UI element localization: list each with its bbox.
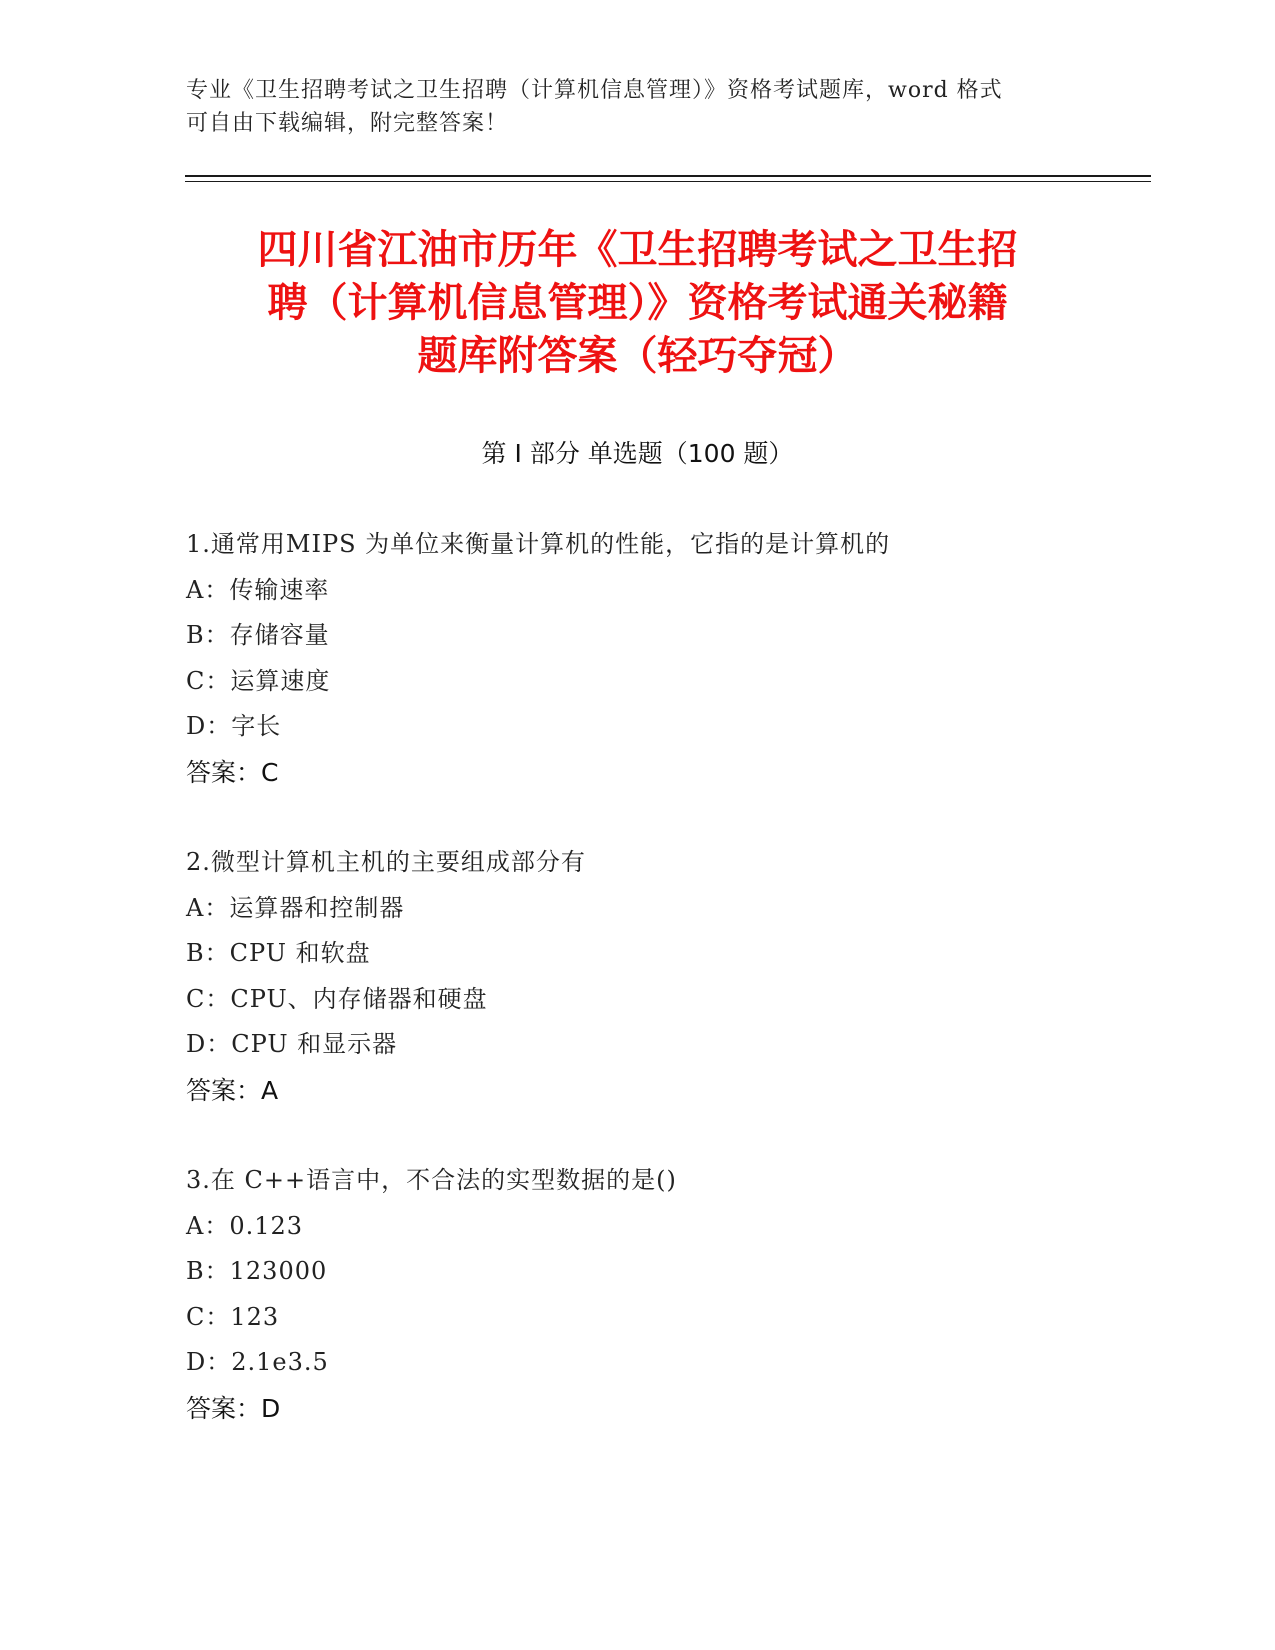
header-divider xyxy=(185,175,1151,177)
header-divider-thin xyxy=(185,181,1151,182)
option-d: D：CPU 和显示器 xyxy=(186,1030,398,1058)
option-b: B：123000 xyxy=(186,1257,328,1285)
answer-line: 答案：C xyxy=(186,757,279,787)
option-a: A：传输速率 xyxy=(186,575,330,604)
title-line: 题库附答案（轻巧夺冠） xyxy=(417,333,858,379)
header-note-line: 可自由下载编辑，附完整答案！ xyxy=(186,111,509,136)
question-item xyxy=(186,840,1086,1113)
header-note xyxy=(186,74,1086,140)
answer-line: 答案：A xyxy=(186,1075,279,1105)
option-b: B：CPU 和软盘 xyxy=(186,939,371,967)
document-title xyxy=(140,224,1135,383)
question-item xyxy=(186,1158,1086,1431)
option-a: A：运算器和控制器 xyxy=(186,893,405,922)
option-c: C：123 xyxy=(186,1302,280,1331)
header-note-line: 专业《卫生招聘考试之卫生招聘（计算机信息管理）》资格考试题库，word 格式 xyxy=(186,78,1003,103)
option-d: D：2.1e3.5 xyxy=(186,1348,329,1376)
title-line: 四川省江油市历年《卫生招聘考试之卫生招 xyxy=(257,227,1018,273)
answer-line: 答案：D xyxy=(186,1393,281,1423)
option-a: A：0.123 xyxy=(186,1211,304,1240)
section-heading: 第 I 部分 单选题（100 题） xyxy=(481,439,794,468)
option-c: C：运算速度 xyxy=(186,666,331,695)
title-line: 聘（计算机信息管理）》资格考试通关秘籍 xyxy=(267,280,1008,326)
question-stem: 2.微型计算机主机的主要组成部分有 xyxy=(186,848,586,876)
question-stem: 3.在 C++语言中，不合法的实型数据的是() xyxy=(186,1166,677,1194)
question-stem: 1.通常用MIPS 为单位来衡量计算机的性能，它指的是计算机的 xyxy=(186,530,891,558)
option-b: B：存储容量 xyxy=(186,621,330,649)
option-d: D：字长 xyxy=(186,712,282,740)
option-c: C：CPU、内存储器和硬盘 xyxy=(186,984,488,1013)
question-item xyxy=(186,522,1086,795)
